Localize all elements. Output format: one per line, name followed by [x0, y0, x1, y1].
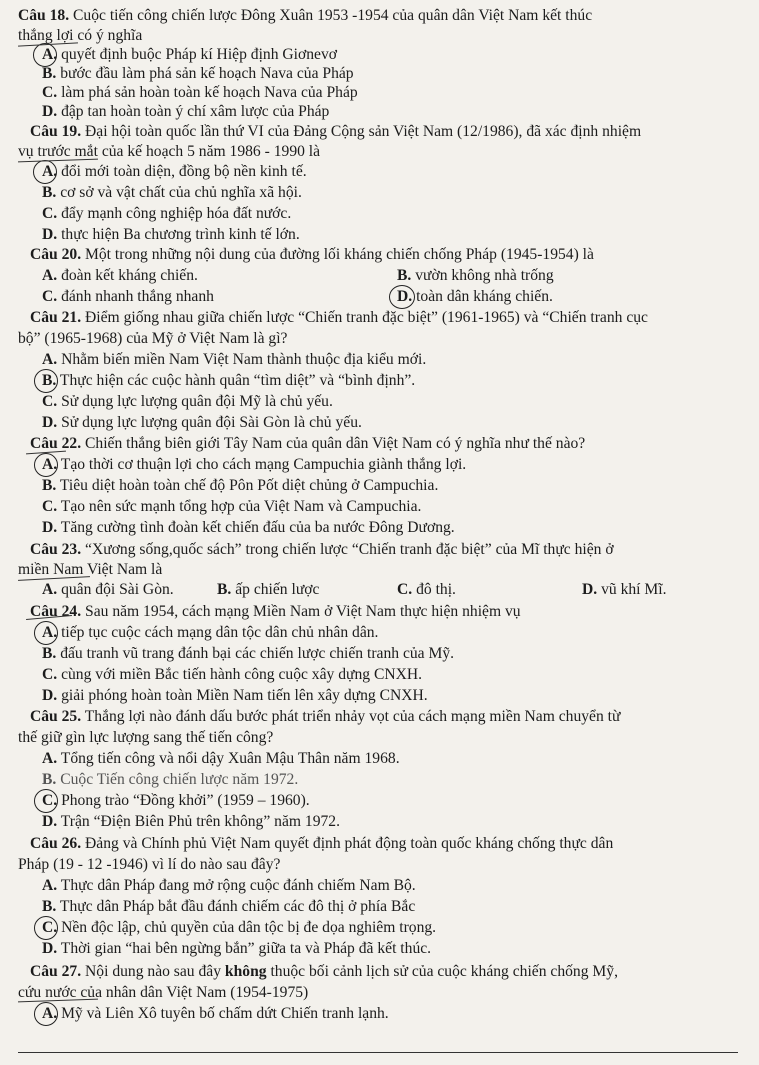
question-stem: Cuộc tiến công chiến lược Đông Xuân 1953 -1954 của quân dân Việt Nam kết thúc: [69, 7, 593, 24]
question-23-stem-line-1: [30, 540, 614, 559]
question-number: Câu 27.: [30, 963, 82, 980]
option-letter: C.: [42, 919, 58, 936]
question-number: Câu 18.: [18, 7, 70, 24]
option-text: vũ khí Mĩ.: [597, 581, 667, 598]
option-letter: C.: [42, 393, 58, 410]
question-number: Câu 19.: [30, 123, 82, 140]
option-text: Tổng tiến công và nổi dậy Xuân Mậu Thân năm 1968.: [57, 750, 400, 767]
option-22-d[interactable]: [42, 518, 455, 537]
answer-mark-18-a: [33, 43, 57, 67]
question-stem: Chiến thắng biên giới Tây Nam của quân dân Việt Nam có ý nghĩa như thế nào?: [81, 435, 586, 452]
option-letter: B.: [42, 372, 57, 389]
answer-mark-20-d: [389, 285, 415, 309]
option-25-d[interactable]: [42, 812, 340, 831]
answer-mark-26-c: [34, 916, 58, 940]
option-text: đoàn kết kháng chiến.: [57, 267, 198, 284]
option-letter: B.: [397, 267, 412, 284]
option-text: Tạo nên sức mạnh tổng hợp của Việt Nam và Campuchia.: [57, 498, 422, 515]
option-22-a[interactable]: [42, 455, 466, 474]
option-letter: C.: [397, 581, 413, 598]
answer-mark-25-c: [34, 789, 58, 813]
option-text: quân đội Sài Gòn.: [57, 581, 174, 598]
option-letter: C.: [42, 792, 58, 809]
option-21-b[interactable]: [42, 371, 415, 390]
question-number: Câu 22.: [30, 435, 82, 452]
option-text: Cuộc Tiến công chiến lược năm 1972.: [56, 771, 299, 788]
option-letter: A.: [42, 624, 58, 641]
option-letter: B.: [42, 184, 57, 201]
option-text: đẩy mạnh công nghiệp hóa đất nước.: [57, 205, 292, 222]
option-text: Phong trào “Đồng khởi” (1959 – 1960).: [57, 792, 310, 809]
option-letter: A.: [42, 750, 58, 767]
question-19-stem-line-1: [30, 122, 641, 141]
option-24-c[interactable]: [42, 665, 422, 684]
question-number: Câu 23.: [30, 541, 82, 558]
option-text: Nhằm biến miền Nam Việt Nam thành thuộc địa kiểu mới.: [57, 351, 427, 368]
option-24-a[interactable]: [42, 623, 378, 642]
option-letter: C.: [42, 205, 58, 222]
option-letter: D.: [42, 687, 58, 704]
question-number: Câu 26.: [30, 835, 82, 852]
option-text: Sử dụng lực lượng quân đội Sài Gòn là chủ yếu.: [57, 414, 362, 431]
option-20-b[interactable]: [397, 266, 554, 285]
option-letter: A.: [42, 163, 58, 180]
option-text: giải phóng hoàn toàn Miền Nam tiến lên xây dựng CNXH.: [57, 687, 428, 704]
option-text: toàn dân kháng chiến.: [412, 288, 553, 305]
option-letter: D.: [42, 813, 58, 830]
question-number: Câu 24.: [30, 603, 82, 620]
option-letter: A.: [42, 456, 58, 473]
option-25-a[interactable]: [42, 749, 400, 768]
question-18-stem-line-2: thắng lợi có ý nghĩa: [18, 27, 143, 44]
option-letter: B.: [42, 645, 57, 662]
option-21-c[interactable]: [42, 392, 333, 411]
option-text: Mỹ và Liên Xô tuyên bố chấm dứt Chiến tranh lạnh.: [57, 1005, 389, 1022]
option-26-d[interactable]: [42, 939, 431, 958]
option-letter: D.: [397, 288, 413, 305]
answer-mark-24-a: [34, 621, 58, 645]
option-20-d[interactable]: [397, 287, 553, 306]
question-23-stem-line-2: miền Nam Việt Nam là: [18, 561, 163, 578]
question-26-stem-line-1: [30, 834, 613, 853]
option-letter: A.: [42, 46, 58, 63]
question-27-stem-line-2: cứu nước của nhân dân Việt Nam (1954-1975): [18, 984, 309, 1001]
option-letter: D.: [42, 519, 58, 536]
question-stem: Đại hội toàn quốc lần thứ VI của Đảng Cộng sản Việt Nam (12/1986), đã xác định nhiệm: [81, 123, 642, 140]
question-24-stem-line-1: [30, 602, 521, 621]
question-stem: Thắng lợi nào đánh dấu bước phát triển nhảy vọt của cách mạng miền Nam chuyển từ: [81, 708, 621, 725]
option-text: làm phá sản hoàn toàn kế hoạch Nava của Pháp: [57, 84, 358, 101]
option-24-d[interactable]: [42, 686, 428, 705]
option-text: Nền độc lập, chủ quyền của dân tộc bị đe dọa nghiêm trọng.: [57, 919, 437, 936]
question-20-stem-line-1: [30, 245, 594, 264]
option-letter: A.: [42, 267, 58, 284]
option-text: Sử dụng lực lượng quân đội Mỹ là chủ yếu.: [57, 393, 333, 410]
option-letter: D.: [582, 581, 598, 598]
option-20-a[interactable]: [42, 266, 198, 285]
option-19-a[interactable]: [42, 162, 307, 181]
option-25-c[interactable]: [42, 791, 310, 810]
option-20-c[interactable]: [42, 287, 214, 306]
question-22-stem-line-1: [30, 434, 585, 453]
option-24-b[interactable]: [42, 644, 454, 663]
question-number: Câu 20.: [30, 246, 82, 263]
answer-mark-22-a: [34, 453, 58, 477]
option-text: đấu tranh vũ trang đánh bại các chiến lược chiến tranh của Mỹ.: [56, 645, 455, 662]
question-stem: thuộc bối cảnh lịch sử của cuộc kháng chiến chống Mỹ,: [266, 963, 618, 980]
option-27-a[interactable]: [42, 1004, 389, 1023]
option-text: Tiêu diệt hoàn toàn chế độ Pôn Pốt diệt chủng ở Campuchia.: [56, 477, 439, 494]
option-letter: A.: [42, 1005, 58, 1022]
option-letter: B.: [217, 581, 232, 598]
question-25-stem-line-1: [30, 707, 620, 726]
option-letter: B.: [42, 65, 57, 82]
option-text: tiếp tục cuộc cách mạng dân tộc dân chủ nhân dân.: [57, 624, 379, 641]
option-25-b[interactable]: [42, 770, 298, 789]
question-stem: Điểm giống nhau giữa chiến lược “Chiến tranh đặc biệt” (1961-1965) và “Chiến tranh cục: [81, 309, 648, 326]
option-18-a[interactable]: [42, 45, 337, 64]
option-letter: C.: [42, 498, 58, 515]
option-letter: C.: [42, 84, 58, 101]
question-19-stem-line-2: vụ trước mắt của kế hoạch 5 năm 1986 - 1990 là: [18, 143, 321, 160]
option-letter: D.: [42, 103, 58, 120]
question-stem: Đảng và Chính phủ Việt Nam quyết định phát động toàn quốc kháng chống thực dân: [81, 835, 614, 852]
option-text: bước đầu làm phá sản kế hoạch Nava của Pháp: [56, 65, 354, 82]
question-27-stem-line-1: [30, 962, 618, 981]
question-stem: Sau năm 1954, cách mạng Miền Nam ở Việt Nam thực hiện nhiệm vụ: [81, 603, 521, 620]
option-letter: D.: [42, 940, 58, 957]
option-19-c[interactable]: [42, 204, 291, 223]
question-stem: “Xương sống,quốc sách” trong chiến lược “Chiến tranh đặc biệt” của Mĩ thực hiện ở: [81, 541, 614, 558]
option-22-c[interactable]: [42, 497, 421, 516]
option-text: đánh nhanh thắng nhanh: [57, 288, 214, 305]
question-21-stem-line-2: bộ” (1965-1968) của Mỹ ở Việt Nam là gì?: [18, 330, 288, 347]
option-26-b[interactable]: [42, 897, 415, 916]
option-text: Tăng cường tình đoàn kết chiến đấu của ba nước Đông Dương.: [57, 519, 455, 536]
option-21-a[interactable]: [42, 350, 426, 369]
option-18-d[interactable]: [42, 102, 329, 121]
option-18-b[interactable]: [42, 64, 354, 83]
option-letter: B.: [42, 771, 57, 788]
question-18-stem-line-1: [18, 6, 592, 25]
option-text: Thực hiện các cuộc hành quân “tìm diệt” và “bình định”.: [56, 372, 416, 389]
option-18-c[interactable]: [42, 83, 358, 102]
question-25-stem-line-2: thế giữ gìn lực lượng sang thế tiến công?: [18, 729, 274, 746]
option-letter: B.: [42, 477, 57, 494]
question-stem: Nội dung nào sau đây: [81, 963, 225, 980]
option-text: Thực dân Pháp đang mở rộng cuộc đánh chiếm Nam Bộ.: [57, 877, 416, 894]
option-19-d[interactable]: [42, 225, 300, 244]
option-letter: A.: [42, 877, 58, 894]
option-letter: A.: [42, 581, 58, 598]
question-21-stem-line-1: [30, 308, 648, 327]
question-number: Câu 25.: [30, 708, 82, 725]
option-text: cùng với miền Bắc tiến hành công cuộc xây dựng CNXH.: [57, 666, 423, 683]
option-26-c[interactable]: [42, 918, 436, 937]
option-23-d[interactable]: [582, 580, 666, 599]
answer-mark-21-b: [34, 369, 58, 393]
option-22-b[interactable]: [42, 476, 438, 495]
option-text: đổi mới toàn diện, đồng bộ nền kinh tế.: [57, 163, 307, 180]
option-letter: D.: [42, 414, 58, 431]
option-letter: B.: [42, 898, 57, 915]
option-letter: C.: [42, 666, 58, 683]
option-26-a[interactable]: [42, 876, 416, 895]
answer-mark-27-a: [34, 1002, 58, 1026]
answer-mark-19-a: [33, 160, 57, 184]
option-letter: A.: [42, 351, 58, 368]
option-text: đập tan hoàn toàn ý chí xâm lược của Pháp: [57, 103, 330, 120]
option-text: Tạo thời cơ thuận lợi cho cách mạng Campuchia giành thắng lợi.: [57, 456, 467, 473]
option-23-b[interactable]: [217, 580, 319, 599]
option-23-a[interactable]: [42, 580, 174, 599]
question-26-stem-line-2: Pháp (19 - 12 -1946) vì lí do nào sau đây?: [18, 856, 281, 873]
option-text: đô thị.: [412, 581, 456, 598]
option-21-d[interactable]: [42, 413, 362, 432]
option-text: Thời gian “hai bên ngừng bắn” giữa ta và Pháp đã kết thúc.: [57, 940, 432, 957]
question-stem-emphasis: không: [224, 963, 267, 980]
option-text: Thực dân Pháp bắt đầu đánh chiếm các đô thị ở phía Bắc: [56, 898, 416, 915]
question-stem: Một trong những nội dung của đường lối kháng chiến chống Pháp (1945-1954) là: [81, 246, 594, 263]
option-text: vườn không nhà trống: [411, 267, 554, 284]
option-text: ấp chiến lược: [231, 581, 320, 598]
option-letter: C.: [42, 288, 58, 305]
option-text: thực hiện Ba chương trình kinh tế lớn.: [57, 226, 300, 243]
option-text: cơ sở và vật chất của chủ nghĩa xã hội.: [56, 184, 302, 201]
option-text: quyết định buộc Pháp kí Hiệp định Giơnevơ: [57, 46, 337, 63]
option-letter: D.: [42, 226, 58, 243]
page-bottom-rule: [18, 1052, 738, 1053]
option-19-b[interactable]: [42, 183, 302, 202]
option-23-c[interactable]: [397, 580, 456, 599]
option-text: Trận “Điện Biên Phủ trên không” năm 1972.: [57, 813, 340, 830]
question-number: Câu 21.: [30, 309, 82, 326]
